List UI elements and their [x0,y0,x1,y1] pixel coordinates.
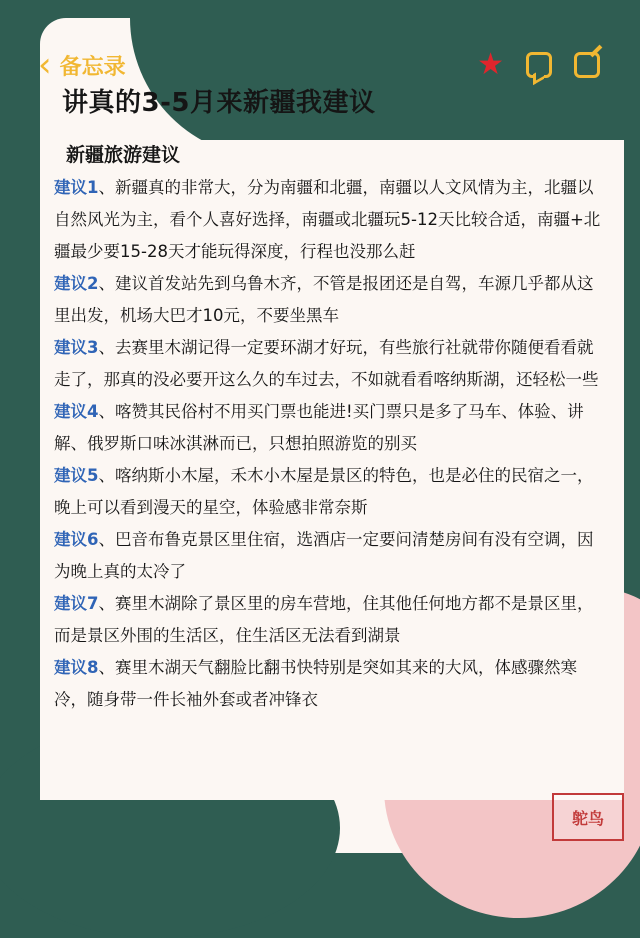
star-icon[interactable]: ★ [477,47,504,82]
advice-item [54,652,604,716]
back-label: 备忘录 [59,54,126,80]
advice-item [54,172,604,268]
toolbar-icons [477,47,600,82]
advice-label: 建议7 [54,594,99,613]
advice-item [54,588,604,652]
edit-icon[interactable] [574,52,600,78]
advice-label: 建议3 [54,338,99,357]
back-button[interactable] [38,45,126,85]
comment-icon[interactable] [526,52,552,78]
advice-text: 、建议首发站先到乌鲁木齐，不管是报团还是自驾，车源几乎都从这里出发，机场大巴才10元，不要坐黑车 [54,274,594,325]
chevron-left-icon: ‹ [38,45,52,85]
advice-text: 、去赛里木湖记得一定要环湖才好玩，有些旅行社就带你随便看看就走了，那真的没必要开这么久的车过去，不如就看看喀纳斯湖，还轻松一些 [54,338,599,389]
advice-text: 、喀赞其民俗村不用买门票也能进!买门票只是多了马车、体验、讲解、俄罗斯口味冰淇淋而已，只想拍照游览的别买 [54,402,584,453]
advice-label: 建议8 [54,658,99,677]
seal-stamp: 鸵鸟 [552,793,624,841]
advice-text: 、赛里木湖除了景区里的房车营地，住其他任何地方都不是景区里，而是景区外围的生活区，住生活区无法看到湖景 [54,594,594,645]
advice-text: 、赛里木湖天气翻脸比翻书快特别是突如其来的大风，体感骤然寒冷，随身带一件长袖外套或者冲锋衣 [54,658,577,709]
advice-label: 建议5 [54,466,99,485]
advice-item [54,268,604,332]
advice-label: 建议2 [54,274,99,293]
advice-item [54,332,604,396]
advice-label: 建议4 [54,402,99,421]
section-title: 新疆旅游建议 [66,144,181,166]
advice-item [54,460,604,524]
advice-text: 、巴音布鲁克景区里住宿，选酒店一定要问清楚房间有没有空调，因为晚上真的太冷了 [54,530,594,581]
advice-item [54,524,604,588]
advice-item [54,396,604,460]
page-title: 讲真的3-5月来新疆我建议 [62,88,376,118]
advice-label: 建议6 [54,530,99,549]
advice-list [54,172,604,716]
advice-text: 、新疆真的非常大，分为南疆和北疆，南疆以人文风情为主，北疆以自然风光为主，看个人喜好选择，南疆或北疆玩5-12天比较合适，南疆+北疆最少要15-28天才能玩得深度，行程也没那么赶 [54,178,601,261]
advice-text: 、喀纳斯小木屋，禾木小木屋是景区的特色，也是必住的民宿之一，晚上可以看到漫天的星空，体验感非常奈斯 [54,466,594,517]
advice-label: 建议1 [54,178,99,197]
